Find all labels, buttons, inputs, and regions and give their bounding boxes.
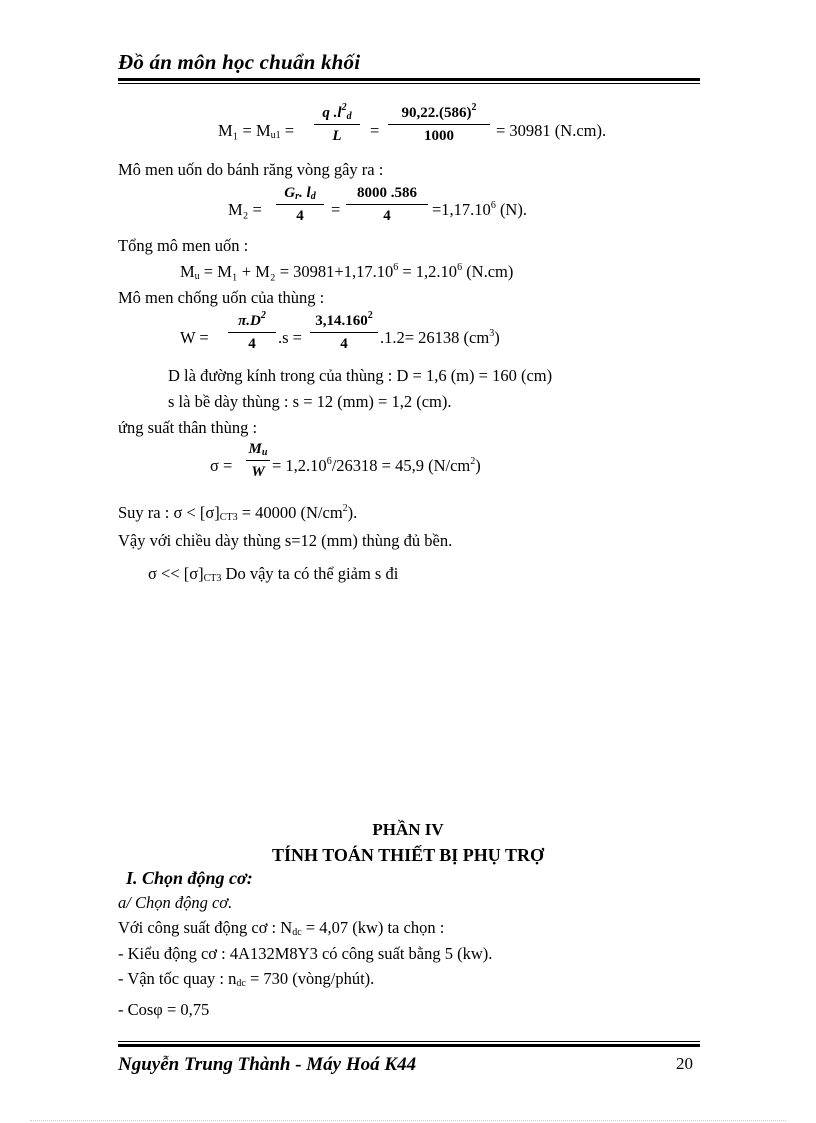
motor-speed-line: - Vận tốc quay : $n_{dc} = 730$ (vòng/phút). xyxy=(118,969,375,989)
eq4-mid: .s = xyxy=(278,328,302,347)
diameter-line: D là đường kính trong của thùng : D = 1,6 (m) = 160 (cm) xyxy=(168,366,553,385)
eq1-fraction-2: $90,22.(586)^2$ 1000 xyxy=(388,104,490,145)
page-number: 20 xyxy=(676,1054,693,1073)
eq4-lhs: W = xyxy=(180,328,209,347)
cos-phi-line: - Cosφ = 0,75 xyxy=(118,1000,210,1019)
eq2-fraction-2: 8000 .586 4 xyxy=(346,184,428,225)
eq2-equals: = xyxy=(331,200,341,219)
eq4-fraction-2: 3,14.160$^2$ 4 xyxy=(310,312,378,353)
total-moment-intro: Tổng mô men uốn : xyxy=(118,236,249,255)
eq5-fraction: $M_u$ W xyxy=(246,440,270,481)
eq2-fraction-1: $G_r$. $l_d$ 4 xyxy=(276,184,324,225)
motor-power-line: Với công suất động cơ : $N_{dc} = 4,07$ (kw) ta chọn : xyxy=(118,918,445,938)
stress-intro: ứng suất thân thùng : xyxy=(118,418,258,437)
conclusion-line: Suy ra : $\sigma < [\sigma]_{CT3} = 40000$ $(N/cm^2)$. xyxy=(118,503,358,523)
section-part: PHẦN IV xyxy=(372,820,444,839)
subsection-heading: I. Chọn động cơ: xyxy=(126,868,253,888)
eq1-result: = 30981 (N.cm). xyxy=(496,121,607,140)
eq2-result: $=1,17.10^6$ (N). xyxy=(432,200,527,219)
header-rule-thick xyxy=(118,78,700,81)
header-title: Đồ án môn học chuẩn khối xyxy=(118,50,361,74)
header-rule-thin xyxy=(118,83,700,84)
footer-rule-thick xyxy=(118,1044,700,1047)
eq1-lhs: $M_1 = M_{u1}$ = xyxy=(218,121,295,141)
eq1-equals: = xyxy=(370,121,380,140)
thickness-line: s là bề dày thùng : s = 12 (mm) = 1,2 (cm). xyxy=(168,392,452,411)
eq4-fraction-1: $\pi.D^2$ 4 xyxy=(228,312,276,353)
section-title: TÍNH TOÁN THIẾT BỊ PHỤ TRỢ xyxy=(272,845,544,865)
eq3-total-moment: $M_u = M_1 + M_2 = 30981+1,17.10^6 = 1,2.10^6$ (N.cm) xyxy=(180,262,514,282)
motor-type-line: - Kiểu động cơ : 4A132M8Y3 có công suất bằng 5 (kw). xyxy=(118,944,493,963)
eq5-lhs: σ = xyxy=(210,456,233,475)
item-a-heading: a/ Chọn động cơ. xyxy=(118,893,233,912)
footer-author: Nguyễn Trung Thành - Máy Hoá K44 xyxy=(118,1054,417,1075)
reduce-thickness-line: $\sigma << [\sigma]_{CT3}$ Do vậy ta có thể giảm s đi xyxy=(148,564,399,584)
sufficient-strength-line: Vậy với chiều dày thùng s=12 (mm) thùng đủ bền. xyxy=(118,531,453,550)
m2-intro-text: Mô men uốn do bánh răng vòng gây ra : xyxy=(118,160,384,179)
eq4-result: .1.2= 26138 $(cm^3)$ xyxy=(380,328,500,347)
eq2-lhs: M₂ = xyxy=(228,200,262,219)
w-intro-text: Mô men chống uốn của thùng : xyxy=(118,288,325,307)
page-edge-dots xyxy=(30,1120,786,1121)
footer-rule-thin xyxy=(118,1041,700,1042)
eq1-fraction-1: q $.l^2_d$ L xyxy=(314,104,360,145)
eq5-result: = $1,2.10^6/26318 = 45,9$ $(N/cm^2)$ xyxy=(272,456,481,475)
